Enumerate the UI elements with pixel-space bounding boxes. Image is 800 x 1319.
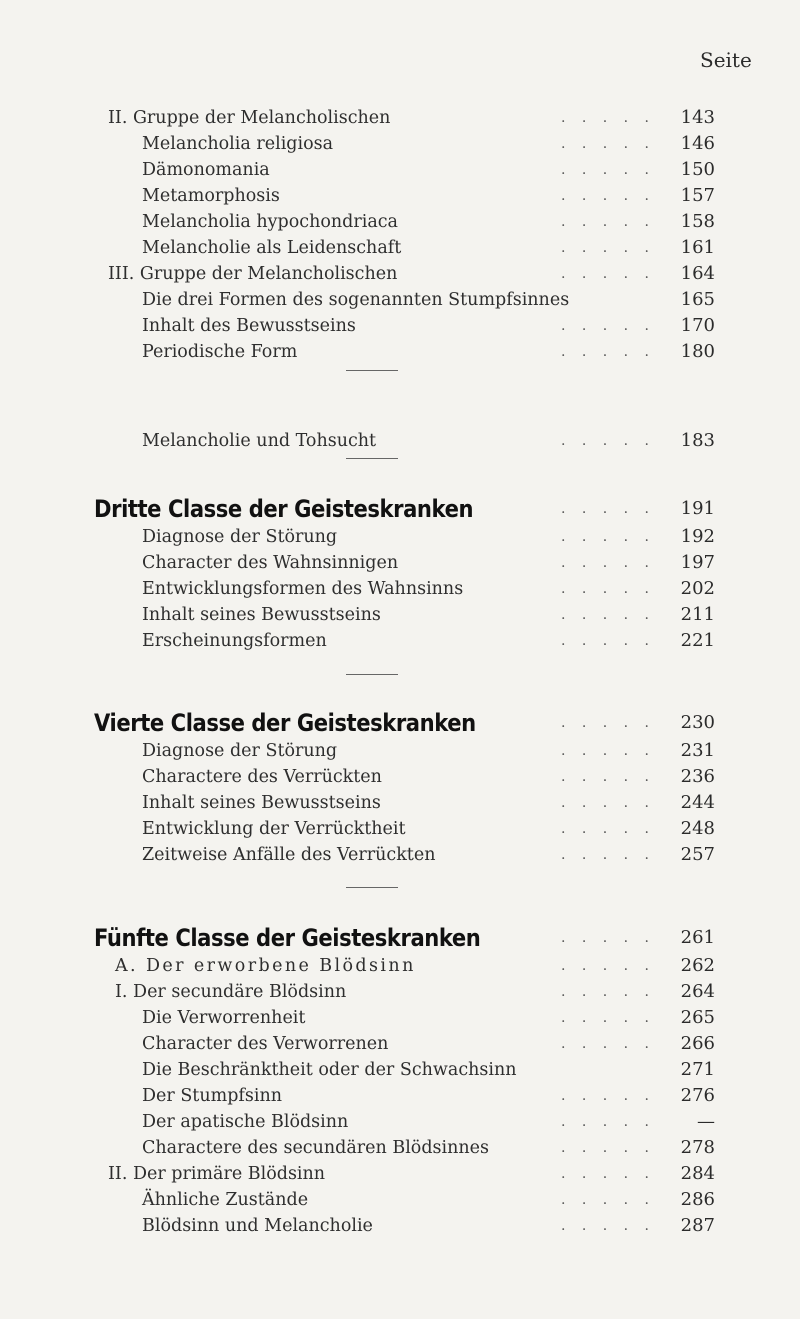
toc-entry-row: [0, 953, 800, 979]
toc-entry-row: [0, 1161, 800, 1187]
toc-page-number: 191: [680, 498, 715, 519]
toc-entry-label: III. Gruppe der Melancholischen: [108, 264, 398, 284]
toc-entry-label: I. Der secundäre Blödsinn: [115, 982, 347, 1002]
toc-entry-row: [0, 157, 800, 183]
toc-entry-row: [0, 550, 800, 576]
toc-page-number: 221: [680, 630, 715, 651]
section-divider: [346, 458, 398, 459]
toc-entry-row: [0, 313, 800, 339]
leader-dots: . . . . .: [560, 318, 655, 334]
toc-heading-row: [0, 496, 800, 522]
toc-entry-row: [0, 764, 800, 790]
toc-entry-label: Diagnose der Störung: [142, 527, 338, 547]
toc-entry-label: Ähnliche Zustände: [142, 1190, 309, 1210]
leader-dots: . . . . .: [560, 433, 655, 449]
toc-page-number: 231: [680, 740, 715, 761]
toc-entry-label: II. Gruppe der Melancholischen: [108, 108, 391, 128]
toc-page-number: 287: [680, 1215, 715, 1236]
toc-entry-label: Die Verworrenheit: [142, 1008, 306, 1028]
toc-entry-label: Melancholie und Tohsucht: [142, 431, 377, 451]
toc-entry-row: [0, 1031, 800, 1057]
toc-heading-label: Fünfte Classe der Geisteskranken: [94, 924, 481, 952]
toc-entry-label: Erscheinungsformen: [142, 631, 327, 651]
toc-entry-row: [0, 842, 800, 868]
leader-dots: . . . . .: [560, 1192, 655, 1208]
toc-entry-row: [0, 790, 800, 816]
toc-entry-label: Die Beschränktheit oder der Schwachsinn: [142, 1060, 517, 1080]
toc-heading-label: Dritte Classe der Geisteskranken: [94, 495, 474, 523]
toc-entry-row: [0, 1187, 800, 1213]
leader-dots: . . . . .: [560, 769, 655, 785]
leader-dots: . . . . .: [560, 633, 655, 649]
toc-entry-label: Charactere des secundären Blödsinnes: [142, 1138, 489, 1158]
toc-entry-label: Blödsinn und Melancholie: [142, 1216, 373, 1236]
toc-page-number: 271: [680, 1059, 715, 1080]
toc-entry-row: [0, 576, 800, 602]
leader-dots: . . . . .: [560, 821, 655, 837]
toc-entry-row: [0, 131, 800, 157]
toc-entry-label: Melancholia religiosa: [142, 134, 334, 154]
leader-dots: . . . . .: [560, 715, 655, 731]
leader-dots: . . . . .: [560, 847, 655, 863]
toc-heading-row: [0, 710, 800, 736]
toc-page-number: 236: [680, 766, 715, 787]
leader-dots: . . . . .: [560, 214, 655, 230]
leader-dots: . . . . .: [560, 529, 655, 545]
section-divider: [346, 887, 398, 888]
toc-page-number: 230: [680, 712, 715, 733]
leader-dots: . . . . .: [560, 110, 655, 126]
toc-page-number: 266: [680, 1033, 715, 1054]
toc-heading-row: [0, 925, 800, 951]
toc-entry-row: [0, 1083, 800, 1109]
leader-dots: . . . . .: [560, 1166, 655, 1182]
toc-page-number: 202: [680, 578, 715, 599]
section-divider: [346, 370, 398, 371]
toc-page-number: 262: [680, 955, 715, 976]
leader-dots: . . . . .: [560, 581, 655, 597]
toc-entry-row: [0, 979, 800, 1005]
toc-entry-label: A. Der erworbene Blödsinn: [115, 956, 416, 976]
leader-dots: . . . . .: [560, 1010, 655, 1026]
toc-entry-label: Entwicklung der Verrücktheit: [142, 819, 406, 839]
leader-dots: . . . . .: [560, 136, 655, 152]
toc-page-number: 248: [680, 818, 715, 839]
toc-entry-row: [0, 183, 800, 209]
section-divider: [346, 674, 398, 675]
toc-page-number: 211: [680, 604, 715, 625]
leader-dots: . . . . .: [560, 958, 655, 974]
toc-entry-label: Dämonomania: [142, 160, 270, 180]
toc-entry-label: Entwicklungsformen des Wahnsinns: [142, 579, 464, 599]
toc-entry-label: Der Stumpfsinn: [142, 1086, 282, 1106]
toc-entry-row: [0, 524, 800, 550]
toc-page-number: 192: [680, 526, 715, 547]
toc-page-number: 165: [680, 289, 715, 310]
toc-entry-row: [0, 1213, 800, 1239]
toc-page-number: 170: [680, 315, 715, 336]
toc-entry-label: Melancholia hypochondriaca: [142, 212, 398, 232]
toc-entry-label: Der apatische Blödsinn: [142, 1112, 349, 1132]
toc-entry-row: [0, 1109, 800, 1135]
toc-entry-row: [0, 428, 800, 454]
toc-page-number: 284: [680, 1163, 715, 1184]
leader-dots: . . . . .: [560, 501, 655, 517]
leader-dots: . . . . .: [560, 188, 655, 204]
leader-dots: . . . . .: [560, 344, 655, 360]
toc-entry-row: [0, 235, 800, 261]
leader-dots: . . . . .: [560, 1218, 655, 1234]
toc-page-number: 286: [680, 1189, 715, 1210]
toc-page-number: 264: [680, 981, 715, 1002]
toc-entry-label: Metamorphosis: [142, 186, 280, 206]
toc-entry-row: [0, 1005, 800, 1031]
toc-entry-row: [0, 602, 800, 628]
toc-entry-row: [0, 261, 800, 287]
toc-entry-row: [0, 628, 800, 654]
toc-page-number: 261: [680, 927, 715, 948]
toc-entry-label: Zeitweise Anfälle des Verrückten: [142, 845, 436, 865]
leader-dots: . . . . .: [560, 266, 655, 282]
leader-dots: . . . . .: [560, 743, 655, 759]
toc-entry-row: [0, 1057, 800, 1083]
toc-entry-row: [0, 339, 800, 365]
leader-dots: . . . . .: [560, 1140, 655, 1156]
toc-page-number: —: [697, 1111, 715, 1132]
toc-entry-label: Diagnose der Störung: [142, 741, 338, 761]
toc-page-number: 276: [680, 1085, 715, 1106]
toc-page-number: 164: [680, 263, 715, 284]
toc-entry-row: [0, 105, 800, 131]
seite-header: Seite: [700, 48, 752, 72]
toc-entry-label: Character des Wahnsinnigen: [142, 553, 399, 573]
toc-heading-label: Vierte Classe der Geisteskranken: [94, 709, 476, 737]
leader-dots: . . . . .: [560, 607, 655, 623]
toc-page-number: 157: [680, 185, 715, 206]
toc-page-number: 278: [680, 1137, 715, 1158]
leader-dots: . . . . .: [560, 1114, 655, 1130]
toc-entry-label: Periodische Form: [142, 342, 298, 362]
toc-entry-label: Inhalt seines Bewusstseins: [142, 605, 381, 625]
toc-entry-label: Inhalt des Bewusstseins: [142, 316, 356, 336]
toc-page-number: 183: [680, 430, 715, 451]
toc-page-number: 143: [680, 107, 715, 128]
toc-entry-row: [0, 738, 800, 764]
toc-entry-row: [0, 816, 800, 842]
toc-entry-row: [0, 209, 800, 235]
toc-entry-label: Character des Verworrenen: [142, 1034, 389, 1054]
toc-entry-label: Inhalt seines Bewusstseins: [142, 793, 381, 813]
toc-entry-row: [0, 1135, 800, 1161]
toc-page-number: 265: [680, 1007, 715, 1028]
toc-entry-label: Charactere des Verrückten: [142, 767, 382, 787]
leader-dots: . . . . .: [560, 162, 655, 178]
toc-page-number: 158: [680, 211, 715, 232]
leader-dots: . . . . .: [560, 1088, 655, 1104]
toc-page-number: 197: [680, 552, 715, 573]
toc-page-number: 244: [680, 792, 715, 813]
toc-entry-label: Melancholie als Leidenschaft: [142, 238, 402, 258]
toc-entry-label: Die drei Formen des sogenannten Stumpfsinnes: [142, 290, 570, 310]
leader-dots: . . . . .: [560, 555, 655, 571]
toc-page-number: 146: [680, 133, 715, 154]
toc-page-number: 180: [680, 341, 715, 362]
toc-page-number: 161: [680, 237, 715, 258]
leader-dots: . . . . .: [560, 1036, 655, 1052]
toc-page-number: 150: [680, 159, 715, 180]
leader-dots: . . . . .: [560, 984, 655, 1000]
toc-entry-row: [0, 287, 800, 313]
toc-page-number: 257: [680, 844, 715, 865]
toc-entry-label: II. Der primäre Blödsinn: [108, 1164, 326, 1184]
leader-dots: . . . . .: [560, 930, 655, 946]
leader-dots: . . . . .: [560, 240, 655, 256]
leader-dots: . . . . .: [560, 795, 655, 811]
